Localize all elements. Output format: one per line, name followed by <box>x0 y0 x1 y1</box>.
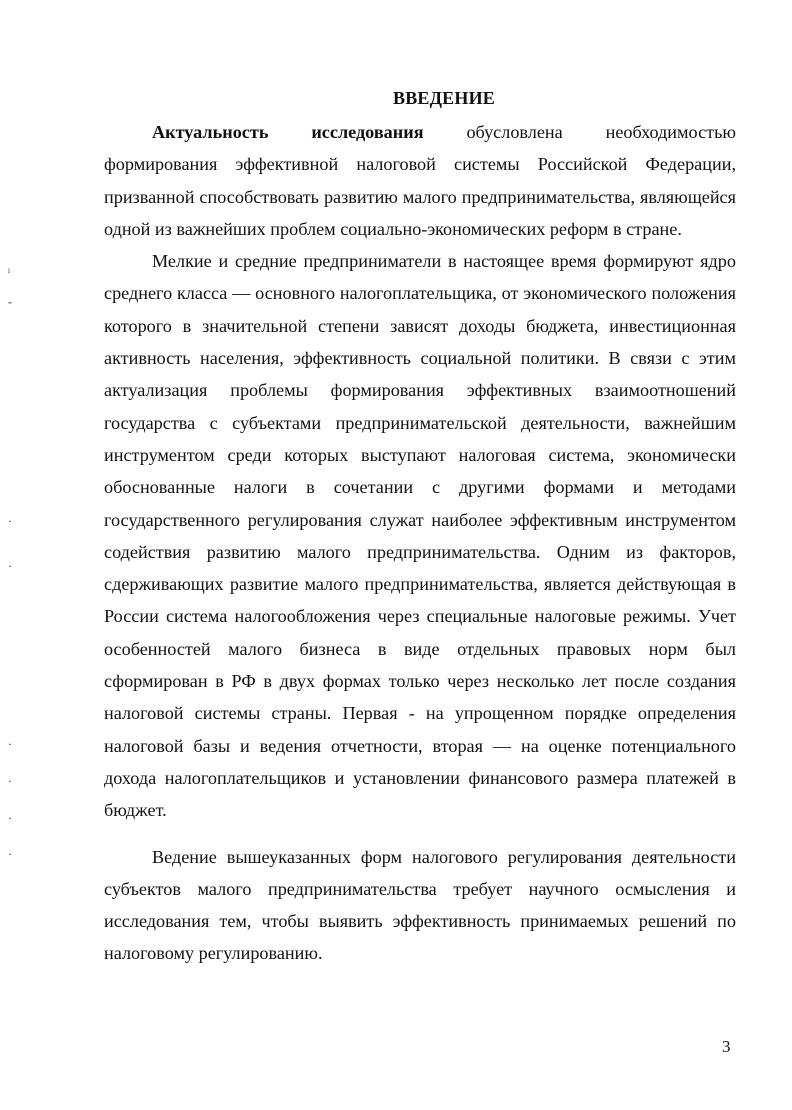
paragraph-conclusion: Ведение вышеуказанных форм налогового регулирования деятельности субъектов малого предпринимательства требует научного осмысления и исследования тем, чтобы выявить эффективность принимаемых решений по налоговому регулированию. <box>104 846 736 964</box>
scan-speck: ᵢ <box>8 261 10 275</box>
paragraph-relevance <box>104 116 736 245</box>
scan-speck: · <box>8 737 12 751</box>
page-number: 3 <box>722 1037 731 1056</box>
scan-speck: · <box>8 811 12 825</box>
page-title: ВВЕДЕНИЕ <box>392 88 495 108</box>
scan-speck: · <box>8 774 12 788</box>
scan-speck: · <box>8 514 12 528</box>
paragraph-entrepreneurs: Мелкие и средние предприниматели в настоящее время формируют ядро среднего класса — основного налогоплательщика, от экономического положения которого в значительной степени зависят доходы бюджета, инвестиционная активность населения, эффективность социальной политики. В связи с этим актуализация проблемы формирования эффективных взаимоотношений государства с субъектами предпринимательской деятельности, важнейшим инструментом среди которых выступают налоговая система, экономически обоснованные налоги в сочетании с другими формами и методами государственного регулирования служат наиболее эффективным инструментом содействия развитию малого предпринимательства. Одним из факторов, сдерживающих развитие малого предпринимательства, является действующая в России система налогообложения через специальные налоговые режимы. Учет особенностей малого бизнеса в виде отдельных правовых норм был сформирован в РФ в двух формах только через несколько лет после создания налоговой системы страны. Первая - на упрощенном порядке определения налоговой базы и ведения отчетности, вторая — на оценке потенциального дохода налогоплательщиков и установлении финансового размера платежей в бюджет. <box>104 251 736 821</box>
scan-speck: ˘ <box>8 299 12 313</box>
scan-speck: · <box>8 847 12 861</box>
relevance-text: обусловлена необходимостью формирования эффективной налоговой системы Российской Федерации, призванной способствовать развитию малого предпринимательства, являющейся одной из важнейших проблем социально-экономических реформ в стране. <box>104 122 736 239</box>
relevance-lead: Актуальность исследования <box>152 122 424 142</box>
scan-speck: · <box>8 559 12 573</box>
document-body <box>104 116 736 970</box>
